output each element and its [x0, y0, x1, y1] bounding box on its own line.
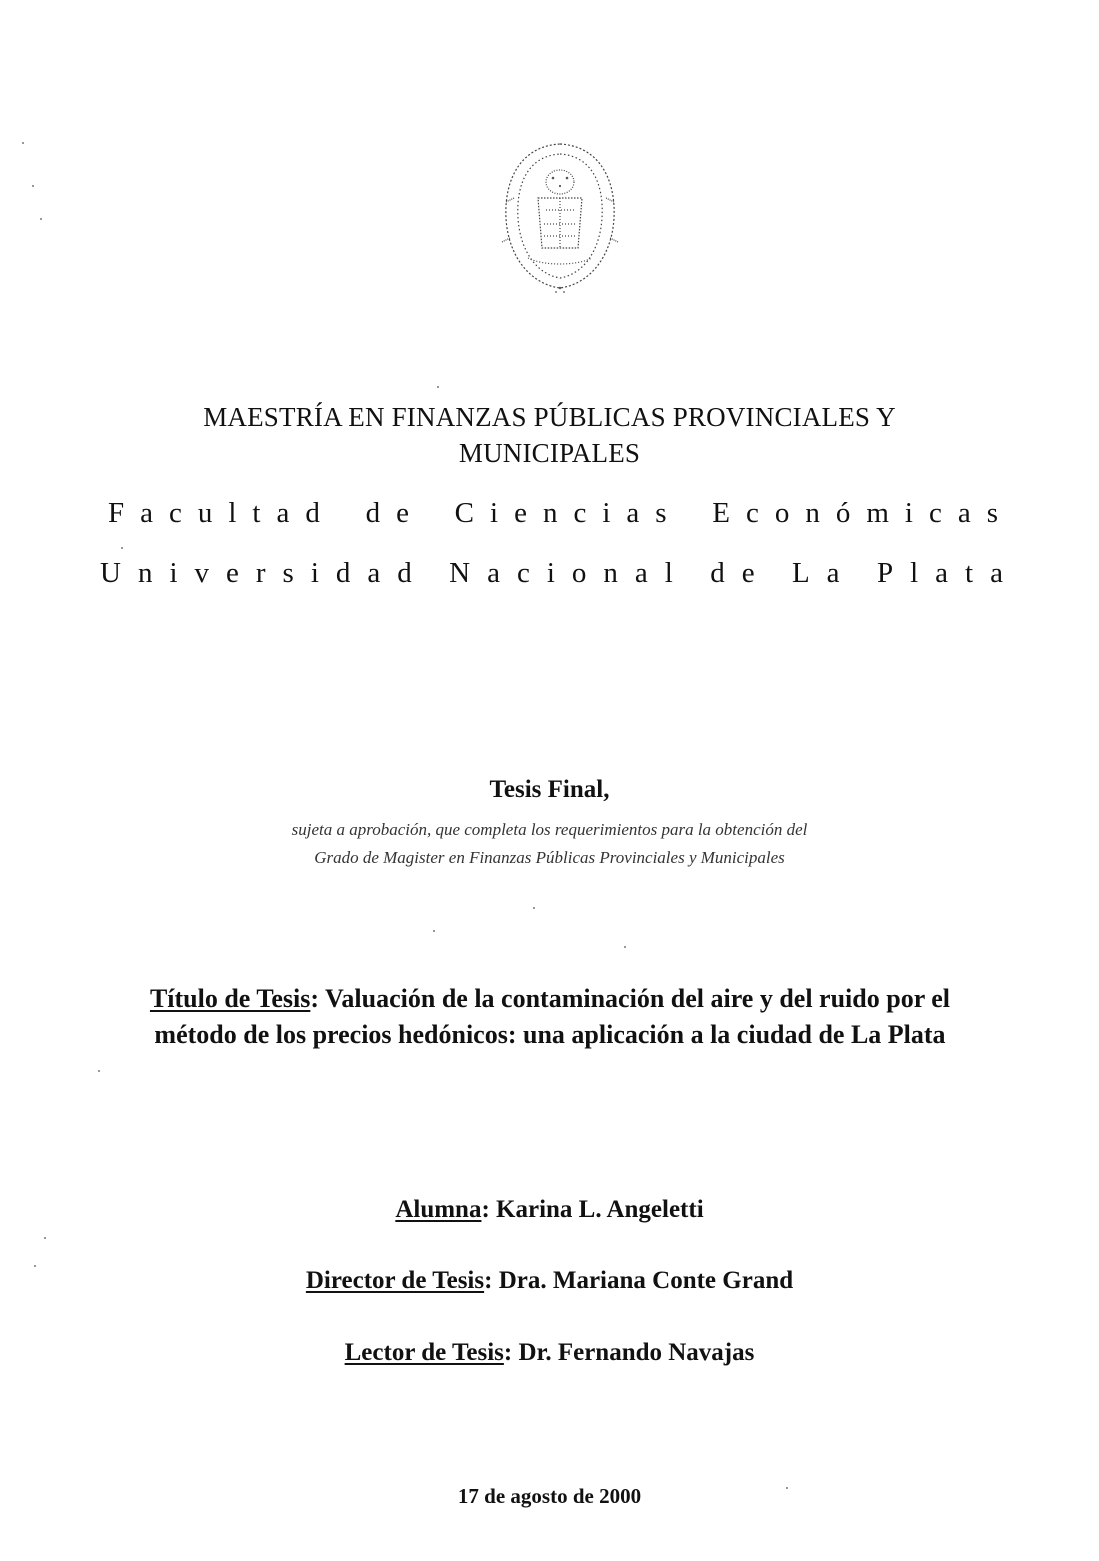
director-name: : Dra. Mariana Conte Grand — [484, 1267, 794, 1294]
reader-name: : Dr. Fernando Navajas — [503, 1339, 755, 1366]
spaced-word: de — [710, 557, 772, 589]
thesis-title-text-1: : Valuación de la contaminación del aire y del ruido por el — [310, 984, 951, 1013]
scan-speck — [533, 907, 535, 909]
spaced-word: Plata — [876, 557, 1020, 589]
scan-speck — [44, 1237, 46, 1239]
spaced-word: Facultad — [108, 497, 336, 529]
spaced-word: de — [365, 497, 425, 529]
scan-speck — [34, 1265, 36, 1267]
faculty-name — [108, 495, 1014, 531]
scan-speck — [437, 386, 439, 388]
reader-label: Lector de Tesis — [344, 1339, 504, 1366]
thesis-subtitle-line-2: Grado de Magister en Finanzas Públicas Provinciales y Municipales — [314, 848, 785, 867]
scan-speck — [786, 1487, 788, 1489]
scan-speck — [121, 547, 123, 549]
scan-speck — [32, 185, 34, 187]
scan-speck — [433, 930, 435, 932]
thesis-date: 17 de agosto de 2000 — [457, 1484, 642, 1508]
student-label: Alumna — [395, 1196, 482, 1223]
spaced-word: Universidad — [100, 557, 429, 589]
program-title-line-1: MAESTRÍA EN FINANZAS PÚBLICAS PROVINCIALES Y — [203, 402, 896, 432]
student-name: : Karina L. Angeletti — [481, 1196, 704, 1223]
program-title-line-2: MUNICIPALES — [458, 438, 641, 468]
thesis-title-label: Título de Tesis — [149, 984, 311, 1013]
spaced-word: La — [791, 557, 857, 589]
thesis-title-line-2: método de los precios hedónicos: una aplicación a la ciudad de La Plata — [154, 1020, 946, 1049]
scan-speck — [98, 1070, 100, 1072]
spaced-word: Ciencias — [454, 497, 683, 529]
student-line — [0, 1194, 1099, 1226]
thesis-title-line-1 — [60, 981, 1040, 1017]
director-line — [0, 1265, 1099, 1297]
director-label: Director de Tesis — [305, 1267, 485, 1294]
university-name — [100, 555, 1020, 591]
thesis-heading: Tesis Final, — [489, 776, 610, 803]
spaced-word: Nacional — [449, 557, 690, 589]
spaced-word: Económicas — [712, 497, 1014, 529]
scan-speck — [22, 142, 24, 144]
reader-line — [0, 1337, 1099, 1369]
scan-speck — [624, 946, 626, 948]
thesis-subtitle-line-1: sujeta a aprobación, que completa los requerimientos para la obtención del — [291, 820, 808, 839]
scan-speck — [40, 218, 42, 220]
university-seal-icon — [498, 138, 622, 294]
